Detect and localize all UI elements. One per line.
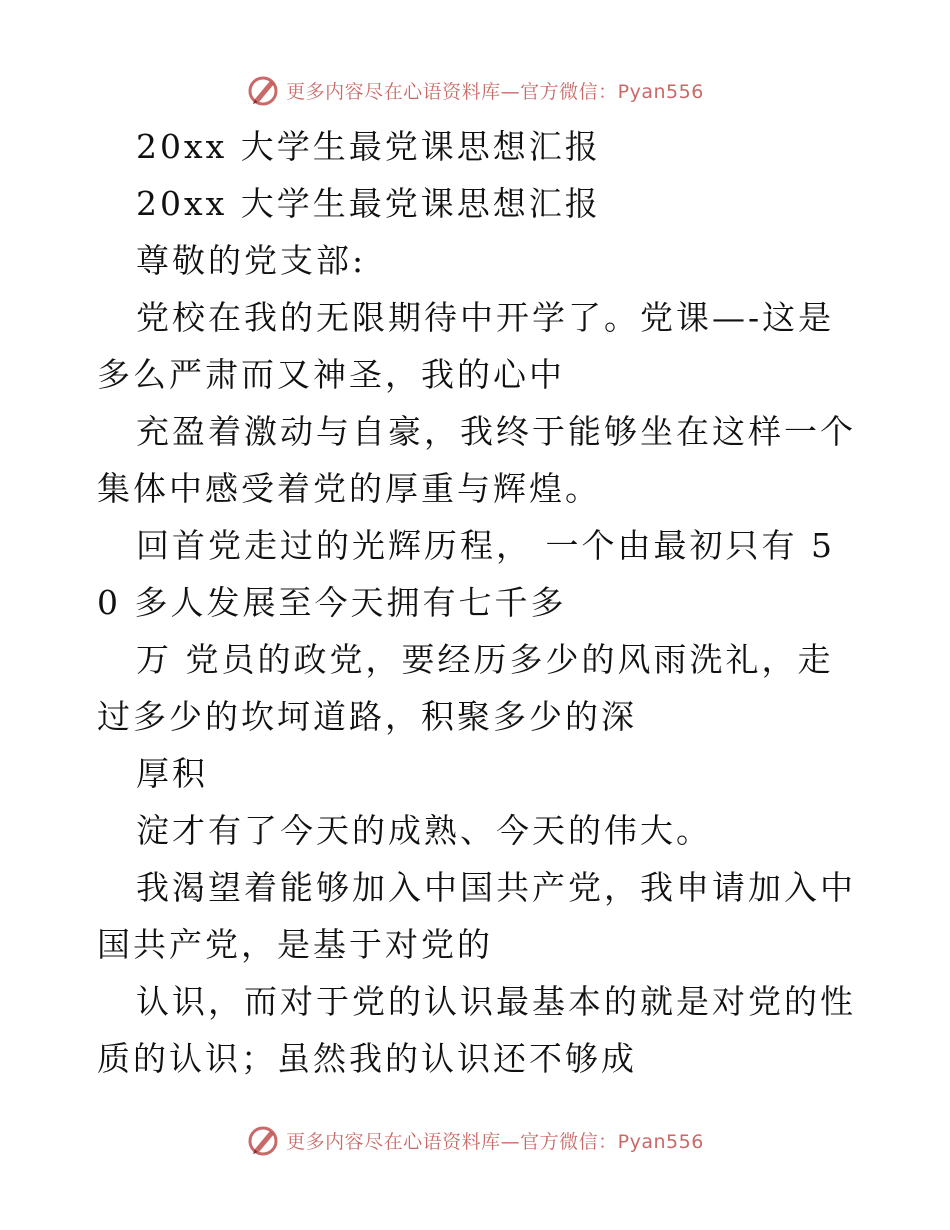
paragraph-6: 淀才有了今天的成熟、今天的伟大。: [136, 811, 712, 850]
footer-watermark: [0, 1120, 950, 1160]
document-subtitle: 20xx 大学生最党课思想汇报: [136, 184, 601, 223]
paragraph-4: 万 党员的政党，要经历多少的风雨洗礼，走过多少的坎坷道路，积聚多少的深: [97, 640, 834, 736]
document-title: 20xx 大学生最党课思想汇报: [136, 127, 601, 166]
salutation: 尊敬的党支部:: [136, 241, 367, 280]
pen-logo-icon: [246, 1123, 280, 1157]
paragraph-3: 回首党走过的光辉历程， 一个由最初只有 50 多人发展至今天拥有七千多: [97, 526, 835, 622]
paragraph-1: 党校在我的无限期待中开学了。党课—-这是多么严肃而又神圣，我的心中: [97, 298, 835, 394]
pen-logo-icon: [246, 73, 280, 107]
paragraph-8: 认识，而对于党的认识最基本的就是对党的性质的认识；虽然我的认识还不够成: [97, 982, 856, 1078]
header-watermark: [0, 70, 950, 110]
header-watermark-text: 更多内容尽在心语资料库—官方微信：Pyan556: [286, 80, 704, 103]
footer-watermark-text: 更多内容尽在心语资料库—官方微信：Pyan556: [286, 1130, 704, 1153]
paragraph-5: 厚积: [136, 754, 208, 793]
paragraph-7: 我渴望着能够加入中国共产党，我申请加入中国共产党，是基于对党的: [97, 868, 856, 964]
document-body: [97, 118, 857, 1087]
paragraph-2: 充盈着激动与自豪，我终于能够坐在这样一个集体中感受着党的厚重与辉煌。: [97, 412, 856, 508]
